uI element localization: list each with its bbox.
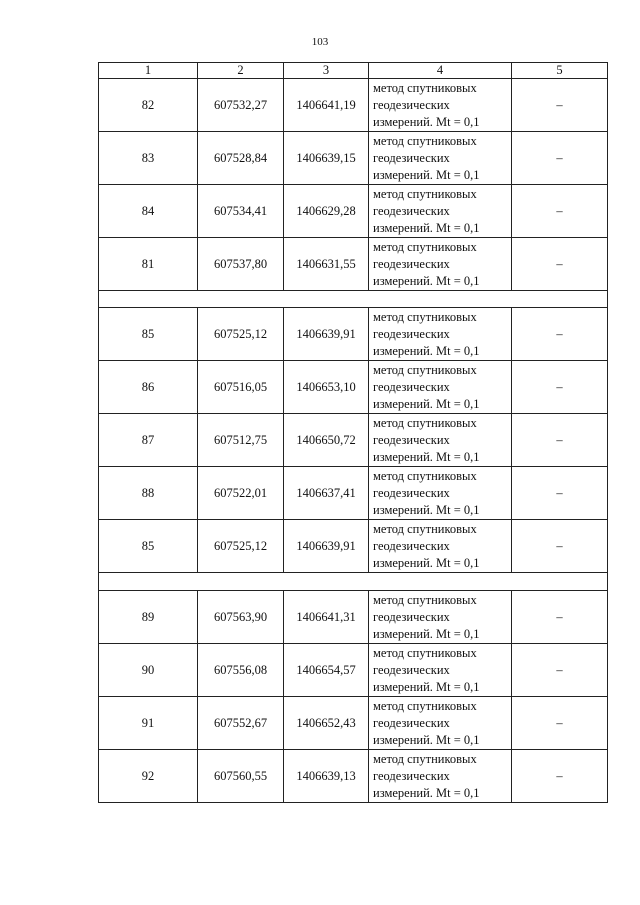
- method-cell: [369, 750, 512, 803]
- y-coordinate-cell: 1406652,43: [284, 697, 369, 750]
- page-number: 103: [311, 36, 329, 48]
- point-number-cell: 87: [99, 414, 198, 467]
- x-coordinate-cell: 607525,12: [198, 308, 284, 361]
- table-row: [99, 361, 608, 414]
- description-cell: –: [512, 750, 608, 803]
- method-text-line: измерений. Mt = 0,1: [373, 396, 480, 411]
- method-text-line: геодезических: [373, 97, 450, 112]
- x-coordinate-cell: 607512,75: [198, 414, 284, 467]
- point-number-cell: 91: [99, 697, 198, 750]
- method-text-line: геодезических: [373, 432, 450, 447]
- method-text-line: метод спутниковых: [373, 415, 477, 430]
- method-text-line: геодезических: [373, 150, 450, 165]
- y-coordinate-cell: 1406639,91: [284, 520, 369, 573]
- method-text-line: метод спутниковых: [373, 186, 477, 201]
- description-cell: –: [512, 361, 608, 414]
- table-row: [99, 238, 608, 291]
- y-coordinate-cell: 1406639,13: [284, 750, 369, 803]
- method-text-line: геодезических: [373, 485, 450, 500]
- method-text-line: геодезических: [373, 715, 450, 730]
- method-text-line: измерений. Mt = 0,1: [373, 502, 480, 517]
- table-row: [99, 185, 608, 238]
- x-coordinate-cell: 607528,84: [198, 132, 284, 185]
- group-separator-row: [99, 573, 608, 591]
- method-cell: [369, 591, 512, 644]
- y-coordinate-cell: 1406650,72: [284, 414, 369, 467]
- x-coordinate-cell: 607532,27: [198, 79, 284, 132]
- method-text-line: метод спутниковых: [373, 309, 477, 324]
- method-text-line: геодезических: [373, 768, 450, 783]
- description-cell: –: [512, 520, 608, 573]
- y-coordinate-cell: 1406637,41: [284, 467, 369, 520]
- table-row: [99, 644, 608, 697]
- y-coordinate-cell: 1406639,91: [284, 308, 369, 361]
- method-text-line: геодезических: [373, 662, 450, 677]
- y-coordinate-cell: 1406629,28: [284, 185, 369, 238]
- method-text-line: метод спутниковых: [373, 521, 477, 536]
- method-cell: [369, 185, 512, 238]
- method-text-line: измерений. Mt = 0,1: [373, 626, 480, 641]
- method-text-line: геодезических: [373, 256, 450, 271]
- method-text-line: геодезических: [373, 379, 450, 394]
- method-cell: [369, 361, 512, 414]
- method-cell: [369, 644, 512, 697]
- description-cell: –: [512, 697, 608, 750]
- table-row: [99, 520, 608, 573]
- point-number-cell: 86: [99, 361, 198, 414]
- method-text-line: метод спутниковых: [373, 133, 477, 148]
- method-text-line: метод спутниковых: [373, 645, 477, 660]
- point-number-cell: 82: [99, 79, 198, 132]
- column-header: 4: [369, 63, 512, 79]
- point-number-cell: 83: [99, 132, 198, 185]
- method-text-line: метод спутниковых: [373, 751, 477, 766]
- y-coordinate-cell: 1406654,57: [284, 644, 369, 697]
- group-separator-row: [99, 291, 608, 308]
- description-cell: –: [512, 467, 608, 520]
- coordinates-table: [98, 62, 608, 803]
- point-number-cell: 85: [99, 520, 198, 573]
- table-row: [99, 414, 608, 467]
- y-coordinate-cell: 1406631,55: [284, 238, 369, 291]
- method-text-line: метод спутниковых: [373, 698, 477, 713]
- point-number-cell: 90: [99, 644, 198, 697]
- method-text-line: измерений. Mt = 0,1: [373, 343, 480, 358]
- description-cell: –: [512, 238, 608, 291]
- method-text-line: геодезических: [373, 203, 450, 218]
- x-coordinate-cell: 607522,01: [198, 467, 284, 520]
- method-text-line: геодезических: [373, 609, 450, 624]
- method-text-line: измерений. Mt = 0,1: [373, 167, 480, 182]
- method-cell: [369, 467, 512, 520]
- table-row: [99, 467, 608, 520]
- description-cell: –: [512, 644, 608, 697]
- method-cell: [369, 79, 512, 132]
- description-cell: –: [512, 414, 608, 467]
- method-text-line: метод спутниковых: [373, 592, 477, 607]
- method-text-line: измерений. Mt = 0,1: [373, 555, 480, 570]
- group-separator-cell: [99, 573, 608, 591]
- method-text-line: метод спутниковых: [373, 362, 477, 377]
- table-row: [99, 697, 608, 750]
- method-text-line: метод спутниковых: [373, 468, 477, 483]
- method-text-line: измерений. Mt = 0,1: [373, 220, 480, 235]
- table-row: [99, 750, 608, 803]
- column-header: 1: [99, 63, 198, 79]
- point-number-cell: 89: [99, 591, 198, 644]
- point-number-cell: 81: [99, 238, 198, 291]
- table-row: [99, 79, 608, 132]
- point-number-cell: 84: [99, 185, 198, 238]
- x-coordinate-cell: 607534,41: [198, 185, 284, 238]
- x-coordinate-cell: 607537,80: [198, 238, 284, 291]
- method-text-line: геодезических: [373, 538, 450, 553]
- y-coordinate-cell: 1406653,10: [284, 361, 369, 414]
- method-text-line: измерений. Mt = 0,1: [373, 114, 480, 129]
- method-text-line: измерений. Mt = 0,1: [373, 785, 480, 800]
- method-cell: [369, 697, 512, 750]
- method-text-line: измерений. Mt = 0,1: [373, 449, 480, 464]
- point-number-cell: 85: [99, 308, 198, 361]
- y-coordinate-cell: 1406639,15: [284, 132, 369, 185]
- method-cell: [369, 308, 512, 361]
- column-header: 2: [198, 63, 284, 79]
- description-cell: –: [512, 308, 608, 361]
- x-coordinate-cell: 607516,05: [198, 361, 284, 414]
- x-coordinate-cell: 607552,67: [198, 697, 284, 750]
- x-coordinate-cell: 607563,90: [198, 591, 284, 644]
- y-coordinate-cell: 1406641,31: [284, 591, 369, 644]
- group-separator-cell: [99, 291, 608, 308]
- description-cell: –: [512, 591, 608, 644]
- method-cell: [369, 238, 512, 291]
- x-coordinate-cell: 607560,55: [198, 750, 284, 803]
- table-header-row: [99, 63, 608, 79]
- y-coordinate-cell: 1406641,19: [284, 79, 369, 132]
- method-cell: [369, 414, 512, 467]
- column-header: 5: [512, 63, 608, 79]
- description-cell: –: [512, 132, 608, 185]
- x-coordinate-cell: 607556,08: [198, 644, 284, 697]
- method-text-line: измерений. Mt = 0,1: [373, 273, 480, 288]
- method-text-line: метод спутниковых: [373, 80, 477, 95]
- method-cell: [369, 132, 512, 185]
- point-number-cell: 92: [99, 750, 198, 803]
- description-cell: –: [512, 79, 608, 132]
- point-number-cell: 88: [99, 467, 198, 520]
- method-text-line: измерений. Mt = 0,1: [373, 679, 480, 694]
- column-header: 3: [284, 63, 369, 79]
- table-row: [99, 591, 608, 644]
- method-text-line: геодезических: [373, 326, 450, 341]
- method-text-line: измерений. Mt = 0,1: [373, 732, 480, 747]
- table-row: [99, 308, 608, 361]
- x-coordinate-cell: 607525,12: [198, 520, 284, 573]
- table-row: [99, 132, 608, 185]
- method-cell: [369, 520, 512, 573]
- description-cell: –: [512, 185, 608, 238]
- method-text-line: метод спутниковых: [373, 239, 477, 254]
